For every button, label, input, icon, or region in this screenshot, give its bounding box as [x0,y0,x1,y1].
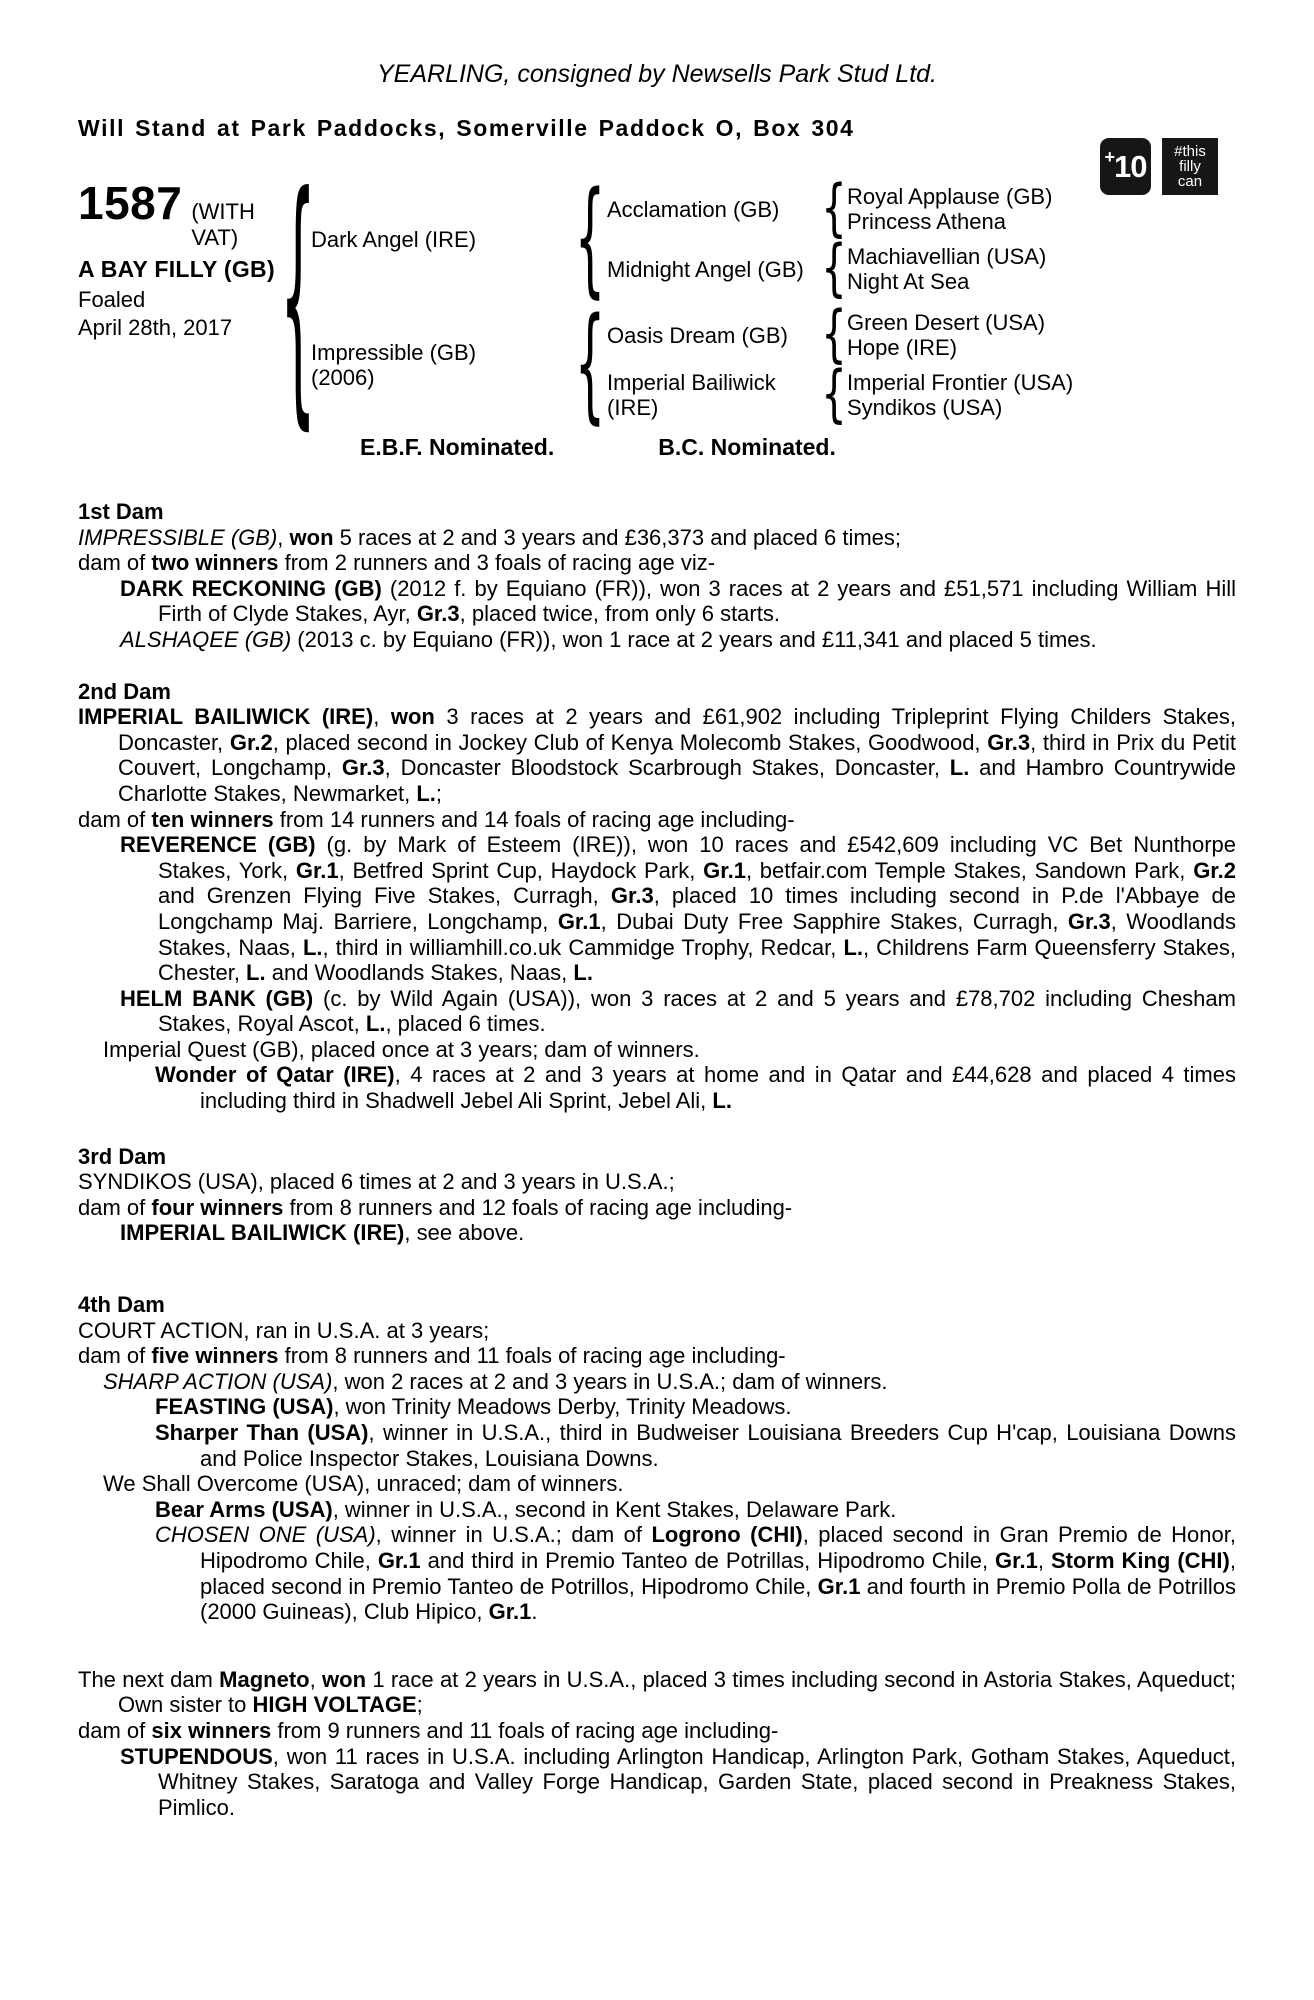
stand-location-line: Will Stand at Park Paddocks, Somerville Paddock O, Box 304 [78,115,855,141]
sire-dam-sire-name: Machiavellian (USA) [847,244,1047,269]
catalogue-paragraph: IMPERIAL BAILIWICK (IRE), see above. [120,1220,525,1246]
dam-dam-group [607,370,1073,420]
bc-nominated: B.C. Nominated. [658,434,836,460]
dam-sire-sire-name: Green Desert (USA) [847,310,1046,335]
catalogue-paragraph: FEASTING (USA), won Trinity Meadows Derby, Trinity Meadows. [155,1394,792,1420]
pedigree-block [78,173,1236,420]
lot-number-line [78,176,285,251]
catalogue-paragraph: REVERENCE (GB) (g. by Mark of Esteem (IRE)), won 10 races and £542,609 including VC Bet Nunthorpe Stakes, York, Gr.1, Betfred Sprint Cup, Haydock Park, Gr.1, betfair.com Temple Stakes, Sandown Park, Gr.2 and Grenzen Flying Five Stakes, Curragh, Gr.3, placed 10 times including second in P.de l'Abbaye de Longchamp Maj. Barriere, Longchamp, Gr.1, Dubai Duty Free Sapphire Stakes, Curragh, Gr.3, Woodlands Stakes, Naas, L., third in williamhill.co.uk Cammidge Trophy, Redcar, L., Childrens Farm Queensferry Stakes, Chester, L. and Woodlands Stakes, Naas, L. [120,832,1237,986]
lot-info [78,176,285,341]
dam-dam-name: Imperial Bailiwick (IRE) [607,370,776,420]
dam-sire-group [607,310,1073,360]
hashtag-line-2: filly [1179,158,1201,175]
dam-brace-icon [573,341,607,389]
dam-sire-name: Oasis Dream (GB) [607,322,788,348]
section-second-dam [78,679,1236,1114]
dam-sire-dam-name: Hope (IRE) [847,335,958,360]
catalogue-paragraph: DARK RECKONING (GB) (2012 f. by Equiano (FR)), won 3 races at 2 years and £51,571 including William Hill Firth of Clyde Stakes, Ayr, Gr.3, placed twice, from only 6 starts. [120,575,1236,627]
section-heading: 1st Dam [78,499,164,524]
catalogue-paragraph: IMPERIAL BAILIWICK (IRE), won 3 races at 2 years and £61,902 including Tripleprint Flying Childers Stakes, Doncaster, Gr.2, placed second in Jockey Club of Kenya Molecomb Stakes, Goodwood, Gr.3, third in Prix du Petit Couvert, Longchamp, Gr.3, Doncaster Bloodstock Scarbrough Stakes, Doncaster, L. and Hambro Countrywide Charlotte Stakes, Newmarket, L.; [78,704,1236,806]
catalogue-paragraph: dam of five winners from 8 runners and 11 foals of racing age including- [78,1343,786,1369]
catalogue-paragraph: dam of four winners from 8 runners and 12 foals of racing age including- [78,1194,793,1220]
dam-dam-dam-name: Syndikos (USA) [847,395,1003,420]
page-content [78,0,1236,1820]
catalogue-paragraph: IMPRESSIBLE (GB), won 5 races at 2 and 3 years and £36,373 and placed 6 times; [78,524,902,550]
foaled-label: Foaled [78,287,146,312]
dam-dam-brace-icon [821,375,847,415]
sire-sire-dam-name: Princess Athena [847,209,1006,234]
sire-sire-name: Acclamation (GB) [607,196,780,222]
sire-sire-brace-icon [821,189,847,229]
catalogue-paragraph: dam of six winners from 9 runners and 11 foals of racing age including- [78,1717,779,1743]
horse-description: A BAY FILLY (GB) [78,256,275,282]
catalogue-paragraph: We Shall Overcome (USA), unraced; dam of winners. [103,1471,624,1497]
catalogue-paragraph: HELM BANK (GB) (c. by Wild Again (USA)), won 3 races at 2 and 5 years and £78,702 including Chesham Stakes, Royal Ascot, L., placed 6 times. [120,985,1236,1037]
nominations-line [78,434,1236,461]
catalogue-paragraph: dam of two winners from 2 runners and 3 foals of racing age viz- [78,550,716,576]
header-badges [1100,138,1218,195]
catalogue-paragraph: Sharper Than (USA), winner in U.S.A., third in Budweiser Louisiana Breeders Cup H'cap, Louisiana Downs and Police Inspector Stakes, Louisiana Downs. [155,1420,1236,1471]
section-fourth-dam [78,1292,1236,1625]
sire-name: Dark Angel (IRE) [311,226,477,252]
sire-sire-group [607,184,1052,234]
catalogue-paragraph: SYNDIKOS (USA), placed 6 times at 2 and 3 years in U.S.A.; [78,1169,675,1195]
dam-dam-sire-name: Imperial Frontier (USA) [847,370,1074,395]
catalogue-sections [78,499,1236,1820]
vat-note: (WITH VAT) [191,199,255,250]
sire-group [311,184,1073,294]
catalogue-paragraph: SHARP ACTION (USA), won 2 races at 2 and 3 years in U.S.A.; dam of winners. [103,1368,888,1394]
catalogue-paragraph: dam of ten winners from 14 runners and 14 foals of racing age including- [78,806,795,832]
plus10-plus: + [1104,147,1115,167]
hashtag-line-3: can [1177,173,1203,190]
pedigree-tree [285,184,1073,420]
sire-dam-name: Midnight Angel (GB) [607,256,804,282]
dam-name-text: Impressible (GB) [311,340,477,365]
catalogue-paragraph: ALSHAQEE (GB) (2013 c. by Equiano (FR)), won 1 race at 2 years and £11,341 and placed 5 times. [120,626,1097,652]
section-heading: 3rd Dam [78,1143,167,1169]
catalogue-paragraph: Wonder of Qatar (IRE), 4 races at 2 and 3 years at home and in Qatar and £44,628 and placed 4 times including third in Shadwell Jebel Ali Sprint, Jebel Ali, L. [155,1062,1236,1114]
sire-brace-icon [573,215,607,263]
sire-dam-group [607,244,1052,294]
pedigree-parents [311,184,1073,420]
foaled-date: April 28th, 2017 [78,315,233,340]
ebf-nominated: E.B.F. Nominated. [360,434,555,460]
catalogue-paragraph: COURT ACTION, ran in U.S.A. at 3 years; [78,1317,490,1343]
catalogue-paragraph: The next dam Magneto, won 1 race at 2 years in U.S.A., placed 3 times including second in Astoria Stakes, Aqueduct; Own sister to HIGH VOLTAGE; [78,1666,1236,1718]
lot-number: 1587 [78,177,183,229]
main-brace-icon [285,274,311,330]
hashtag-line-1: #this [1174,143,1206,160]
section-heading: 2nd Dam [78,678,171,704]
section-heading: 4th Dam [78,1292,165,1318]
dam-year: (2006) [311,365,375,390]
catalogue-paragraph: CHOSEN ONE (USA), winner in U.S.A.; dam of Logrono (CHI), placed second in Gran Premio de Honor, Hipodromo Chile, Gr.1 and third in Premio Tanteo de Potrillas, Hipodromo Chile, Gr.1, Storm King (CHI), placed second in Premio Tanteo de Potrillos, Hipodromo Chile, Gr.1 and fourth in Premio Polla de Potrillos (2000 Guineas), Club Hipico, Gr.1. [155,1522,1236,1625]
dam-group [311,310,1073,420]
thisfillycan-badge-icon [1162,138,1218,195]
plus10-badge-icon [1100,138,1151,195]
sire-dam-brace-icon [821,249,847,289]
sire-dam-dam-name: Night At Sea [847,269,970,294]
catalogue-paragraph: STUPENDOUS, won 11 races in U.S.A. including Arlington Handicap, Arlington Park, Gotham Stakes, Aqueduct, Whitney Stakes, Saratoga and Valley Forge Handicap, Garden State, placed second in Preakness Stakes, Pimlico. [120,1743,1236,1820]
catalogue-paragraph: Bear Arms (USA), winner in U.S.A., second in Kent Stakes, Delaware Park. [155,1496,897,1522]
section-third-dam [78,1144,1236,1246]
catalogue-paragraph: Imperial Quest (GB), placed once at 3 years; dam of winners. [103,1036,700,1062]
consignor-line: YEARLING, consigned by Newsells Park Stud Ltd. [377,60,937,88]
dam-sire-brace-icon [821,315,847,355]
plus10-number: 10 [1114,148,1147,184]
dam-name [311,340,573,390]
section-first-dam [78,499,1236,653]
sire-sire-sire-name: Royal Applause (GB) [847,184,1053,209]
section-further-family [78,1667,1236,1821]
